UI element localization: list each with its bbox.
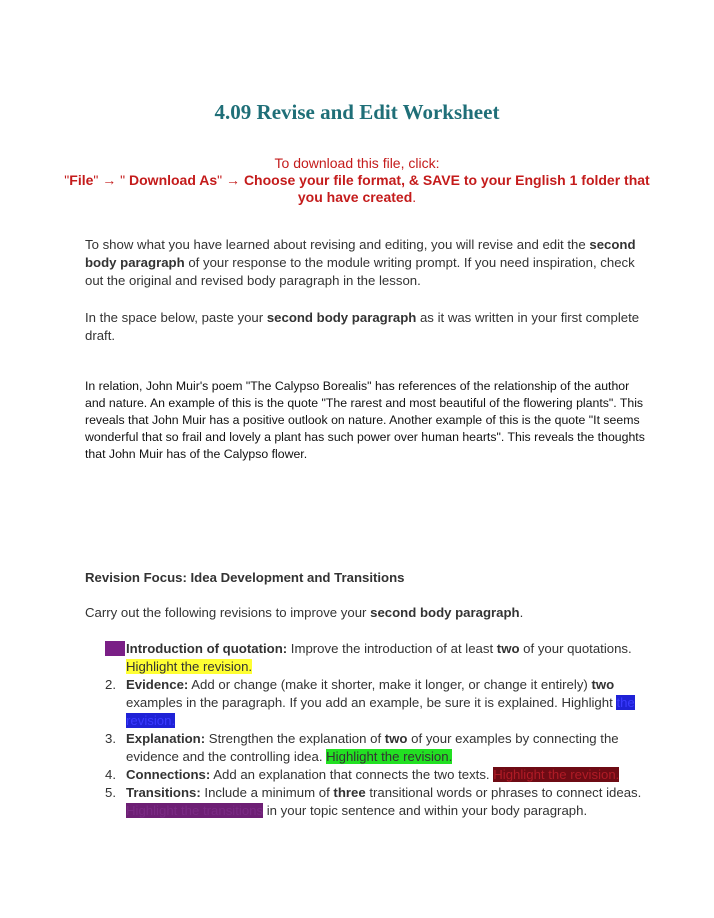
item-text: Add an explanation that connects the two texts. — [210, 767, 494, 782]
item-text: Strengthen the explanation of — [205, 731, 385, 746]
item-label: Introduction of quotation: — [126, 641, 288, 656]
intro-text: In the space below, paste your — [85, 310, 267, 325]
page-title: 4.09 Revise and Edit Worksheet — [214, 100, 500, 124]
item-label: Evidence: — [126, 677, 189, 692]
list-number: 2. — [105, 677, 116, 692]
item-text: of your examples by connecting the evidence and the controlling idea. — [126, 731, 619, 764]
revision-heading: Revision Focus: Idea Development and Transitions — [85, 570, 405, 585]
revision-list — [85, 640, 645, 820]
save-instruction: Choose your file format, & SAVE to your English 1 folder that you have created — [243, 172, 650, 205]
highlight-purple: Highlight the transitions — [126, 803, 264, 818]
download-line2 — [60, 172, 654, 206]
download-line1: To download this file, click: — [274, 155, 440, 171]
download-instructions — [60, 155, 654, 206]
intro-paragraph-2 — [85, 309, 645, 345]
period: . — [412, 189, 417, 205]
item-bold: two — [496, 641, 520, 656]
download-as-label: Download As — [129, 172, 218, 188]
list-item — [85, 730, 645, 766]
item-text: of your quotations. — [519, 641, 632, 656]
item-text: Improve the introduction of at least — [287, 641, 497, 656]
item-text: in your topic sentence and within your body paragraph. — [263, 803, 588, 818]
highlight-green: Highlight the revision. — [326, 749, 453, 764]
intro-text: as it was written in your first complete draft. — [85, 310, 640, 343]
list-item — [85, 766, 645, 784]
item-label: Explanation: — [126, 731, 206, 746]
quote-mark: " — [217, 172, 223, 188]
intro-paragraph-1 — [85, 236, 645, 290]
list-item — [85, 676, 645, 730]
highlight-blue: the revision. — [126, 695, 635, 728]
instr-text: Carry out the following revisions to improve your — [85, 605, 371, 620]
instr-bold: second body paragraph — [370, 605, 520, 620]
item-text: Include a minimum of — [200, 785, 334, 800]
highlight-dark-red: Highlight the revision. — [493, 767, 620, 782]
item-text: Add or change (make it shorter, make it longer, or change it entirely) — [188, 677, 592, 692]
quote-mark: " — [64, 172, 70, 188]
list-number: 4. — [105, 767, 116, 782]
highlight-yellow: Highlight the revision. — [126, 659, 253, 674]
item-text: examples in the paragraph. If you add an example, be sure it is explained. Highlight — [126, 695, 617, 710]
intro-bold: second body paragraph — [85, 237, 636, 270]
list-item — [85, 784, 645, 820]
list-marker-highlight — [105, 641, 125, 656]
item-bold: two — [591, 677, 615, 692]
arrow-icon: → — [222, 172, 244, 188]
item-bold: three — [333, 785, 366, 800]
item-label: Connections: — [126, 767, 211, 782]
intro-text: of your response to the module writing prompt. If you need inspiration, check out the original and revised body paragraph in the lesson. — [85, 255, 635, 288]
item-label: Transitions: — [126, 785, 201, 800]
intro-text: To show what you have learned about revising and editing, you will revise and edit the — [85, 237, 590, 252]
instr-text: . — [519, 605, 524, 620]
list-item — [85, 640, 645, 676]
quote-mark: " — [93, 172, 99, 188]
item-text: transitional words or phrases to connect ideas. — [365, 785, 642, 800]
list-number: 3. — [105, 731, 116, 746]
item-bold: two — [384, 731, 408, 746]
pasted-body-paragraph[interactable]: In relation, John Muir's poem "The Calypso Borealis" has references of the relationship of the author and nature. An example of this is the quote "The rarest and most beautiful of the flowering plants". This reveals that John Muir has a positive outlook on nature. Another example of this is the quote "It seems wonderful that so frail and lovely a plant has such power over human hearts". This reveals the thoughts that John Muir has of the Calypso flower. — [85, 379, 645, 461]
arrow-icon: → " — [98, 172, 130, 188]
list-number: 5. — [105, 785, 116, 800]
intro-bold: second body paragraph — [266, 310, 417, 325]
revision-instructions — [85, 604, 645, 622]
file-menu-label: File — [69, 172, 94, 188]
